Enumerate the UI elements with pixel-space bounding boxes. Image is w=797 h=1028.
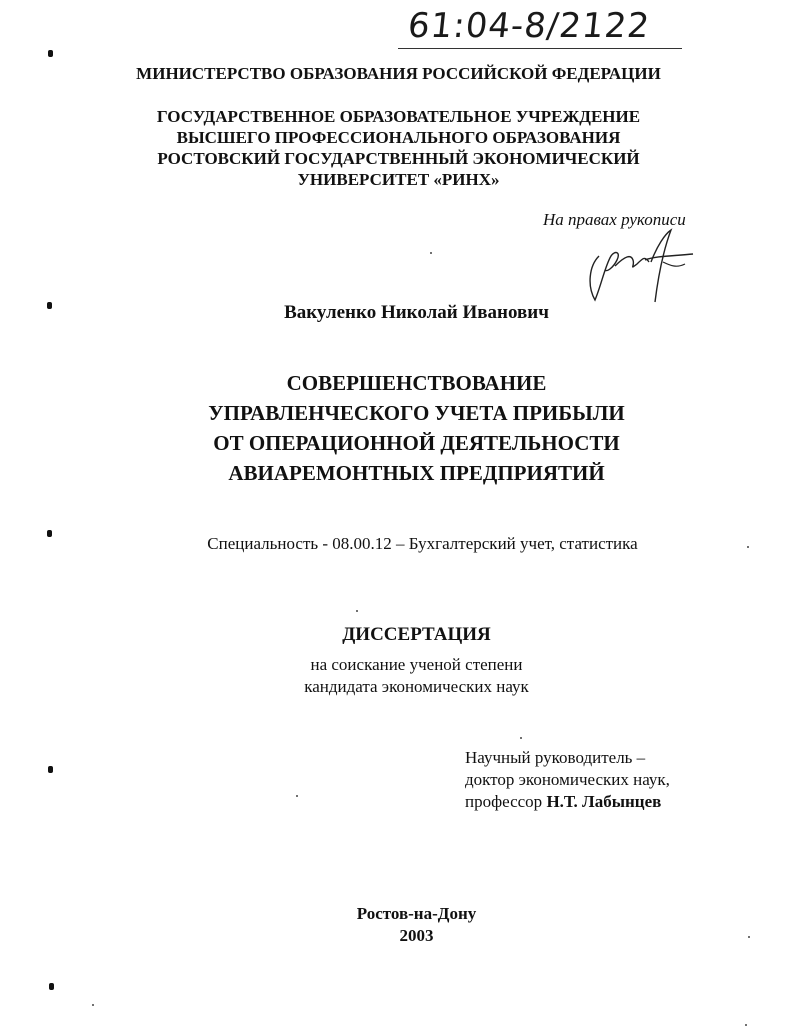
institution-line: ВЫСШЕГО ПРОФЕССИОНАЛЬНОГО ОБРАЗОВАНИЯ [176, 128, 621, 147]
supervisor-line: Научный руководитель – [465, 748, 646, 767]
dissertation-title [18, 368, 797, 488]
scan-speck [747, 546, 749, 548]
degree-line: на соискание ученой степени [310, 655, 523, 674]
archive-number-underline [398, 48, 682, 49]
supervisor-line [465, 791, 670, 813]
scan-speck [92, 1004, 94, 1006]
supervisor-line: доктор экономических наук, [465, 770, 670, 789]
dissertation-degree [18, 654, 797, 698]
scan-speck [356, 610, 358, 612]
signature [585, 226, 705, 306]
title-line: УПРАВЛЕНЧЕСКОГО УЧЕТА ПРИБЫЛИ [208, 401, 625, 425]
scan-speck [748, 936, 750, 938]
binding-mark [48, 766, 53, 773]
specialty-line: Специальность - 08.00.12 – Бухгалтерский учет, статистика [207, 534, 638, 553]
city: Ростов-на-Дону [356, 904, 477, 923]
scan-speck [745, 1024, 747, 1026]
supervisor-block [465, 747, 670, 813]
title-line: АВИАРЕМОНТНЫХ ПРЕДПРИЯТИЙ [228, 461, 605, 485]
binding-mark [47, 302, 52, 309]
year: 2003 [399, 926, 434, 945]
scan-speck [430, 252, 432, 254]
degree-line: кандидата экономических наук [304, 677, 529, 696]
scan-speck [296, 795, 298, 797]
title-line: ОТ ОПЕРАЦИОННОЙ ДЕЯТЕЛЬНОСТИ [213, 431, 620, 455]
dissertation-heading: ДИССЕРТАЦИЯ [342, 624, 491, 645]
title-line: СОВЕРШЕНСТВОВАНИЕ [286, 371, 547, 395]
ministry-name: МИНИСТЕРСТВО ОБРАЗОВАНИЯ РОССИЙСКОЙ ФЕДЕРАЦИИ [136, 64, 661, 83]
institution-line: ГОСУДАРСТВЕННОЕ ОБРАЗОВАТЕЛЬНОЕ УЧРЕЖДЕНИЕ [156, 107, 641, 126]
supervisor-name: Н.Т. Лабынцев [546, 792, 662, 811]
institution-line: РОСТОВСКИЙ ГОСУДАРСТВЕННЫЙ ЭКОНОМИЧЕСКИЙ [157, 149, 640, 168]
binding-mark [49, 983, 54, 990]
binding-mark [48, 50, 53, 57]
binding-mark [47, 530, 52, 537]
author-name: Вакуленко Николай Иванович [284, 302, 549, 323]
manuscript-note: На правах рукописи [543, 210, 686, 229]
institution-block [0, 106, 797, 190]
institution-line: УНИВЕРСИТЕТ «РИНХ» [297, 170, 500, 189]
scan-speck [520, 737, 522, 739]
supervisor-rank: профессор [465, 792, 547, 811]
archive-number: 61:04-8/2122 [405, 6, 652, 46]
